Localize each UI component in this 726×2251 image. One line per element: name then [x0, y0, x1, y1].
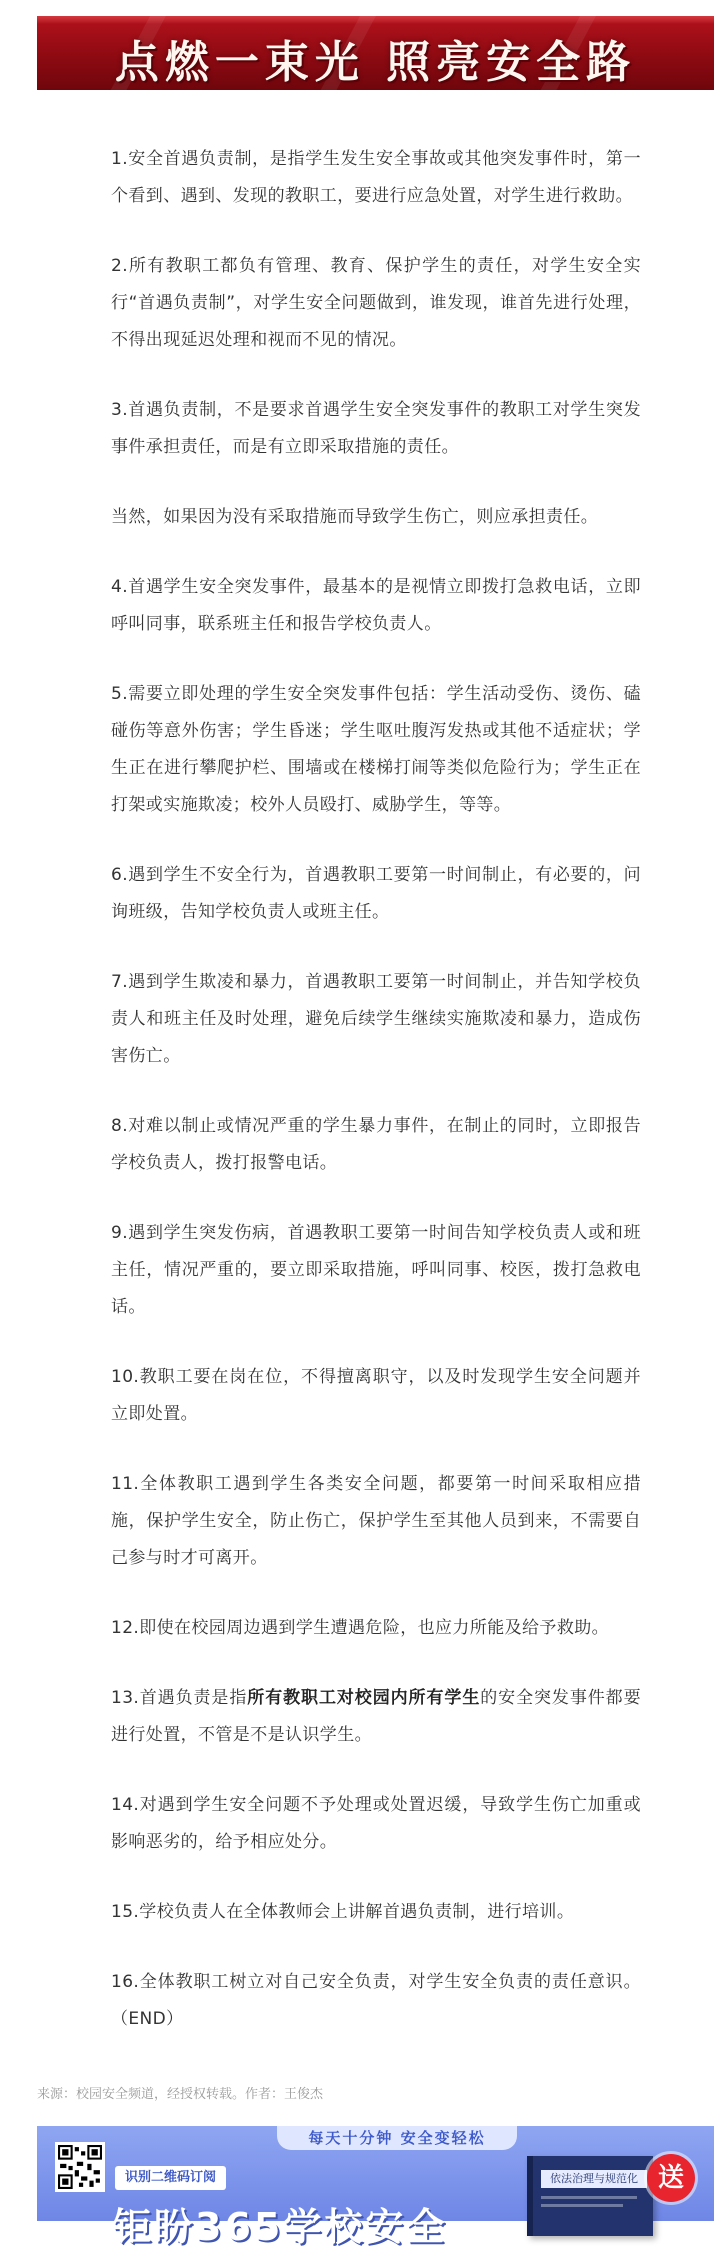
banner-title: 点燃一束光 照亮安全路: [114, 37, 637, 88]
article-paragraph: 8.对难以制止或情况严重的学生暴力事件，在制止的同时，立即报告学校负责人，拨打报警电话。: [111, 1116, 641, 1173]
qr-code-icon-graphic: [58, 2145, 102, 2189]
article-paragraph: 14.对遇到学生安全问题不予处理或处置迟缓，导致学生伤亡加重或影响恶劣的，给予相应处分。: [111, 1795, 641, 1852]
paragraph-text: 的安全突发事件都要进行处置，不管是不是认识学生。: [111, 1688, 642, 1745]
article-paragraph: 12.即使在校园周边遇到学生遭遇危险，也应力所能及给予救助。: [111, 1618, 610, 1638]
article-paragraph: [111, 1680, 641, 1754]
article-paragraph: 1.安全首遇负责制，是指学生发生安全事故或其他突发事件时，第一个看到、遇到、发现的教职工，要进行应急处置，对学生进行救助。: [111, 149, 641, 206]
article-paragraph: 7.遇到学生欺凌和暴力，首遇教职工要第一时间制止，并告知学校负责人和班主任及时处理，避免后续学生继续实施欺凌和暴力，造成伤害伤亡。: [111, 972, 641, 1066]
promo-banner[interactable]: [37, 2126, 714, 2249]
emphasis-text: 所有教职工对校园内所有学生: [247, 1688, 481, 1708]
article-paragraph: 15.学校负责人在全体教师会上讲解首遇负责制，进行培训。: [111, 1902, 575, 1922]
article-paragraph: 9.遇到学生突发伤病，首遇教职工要第一时间告知学校负责人或和班主任，情况严重的，要立即采取措施，呼叫同事、校医，拨打急救电话。: [111, 1223, 641, 1317]
article-paragraph: 6.遇到学生不安全行为，首遇教职工要第一时间制止，有必要的，问询班级，告知学校负责人或班主任。: [111, 865, 641, 922]
article-paragraph: 2.所有教职工都负有管理、教育、保护学生的责任，对学生安全实行“首遇负责制”，对学生安全问题做到，谁发现，谁首先进行处理，不得出现延迟处理和视而不见的情况。: [111, 256, 641, 350]
article-paragraph: 5.需要立即处理的学生安全突发事件包括：学生活动受伤、烫伤、磕碰伤等意外伤害；学生昏迷；学生呕吐腹泻发热或其他不适症状；学生正在进行攀爬护栏、围墙或在楼梯打闹等类似危险行为；学生正在打架或实施欺凌；校外人员殴打、威胁学生，等等。: [111, 684, 641, 815]
article-paragraph: 3.首遇负责制，不是要求首遇学生安全突发事件的教职工对学生突发事件承担责任，而是有立即采取措施的责任。: [111, 400, 641, 457]
book-decoration: [541, 2196, 637, 2199]
article-paragraph: 16.全体教职工树立对自己安全负责，对学生安全负责的责任意识。（END）: [111, 1972, 641, 2029]
article-paragraph: 11.全体教职工遇到学生各类安全问题，都要第一时间采取相应措施，保护学生安全，防止伤亡，保护学生至其他人员到来，不需要自己参与时才可离开。: [111, 1474, 641, 1568]
gift-badge: 送: [647, 2154, 695, 2202]
source-credit: 来源：校园安全频道，经授权转载。作者：王俊杰: [37, 2087, 324, 2102]
book-cover-image: [527, 2156, 653, 2236]
promo-tagline: 每天十分钟 安全变轻松: [277, 2126, 517, 2150]
header-banner: [37, 16, 714, 90]
book-title: 依法治理与规范化: [541, 2170, 647, 2188]
qr-code-icon[interactable]: [55, 2142, 105, 2192]
promo-headline: 钜盼365学校安全: [113, 2205, 448, 2249]
article-paragraph: 4.首遇学生安全突发事件，最基本的是视情立即拨打急救电话，立即呼叫同事，联系班主任和报告学校负责人。: [111, 577, 641, 634]
book-decoration: [541, 2204, 623, 2207]
article-paragraph: 当然，如果因为没有采取措施而导致学生伤亡，则应承担责任。: [111, 507, 599, 527]
paragraph-text: 13.首遇负责是指: [111, 1688, 248, 1708]
scan-to-subscribe-label: 识别二维码订阅: [115, 2166, 226, 2190]
article-paragraph: 10.教职工要在岗在位，不得擅离职守，以及时发现学生安全问题并立即处置。: [111, 1367, 641, 1424]
article-body: [111, 141, 641, 2071]
